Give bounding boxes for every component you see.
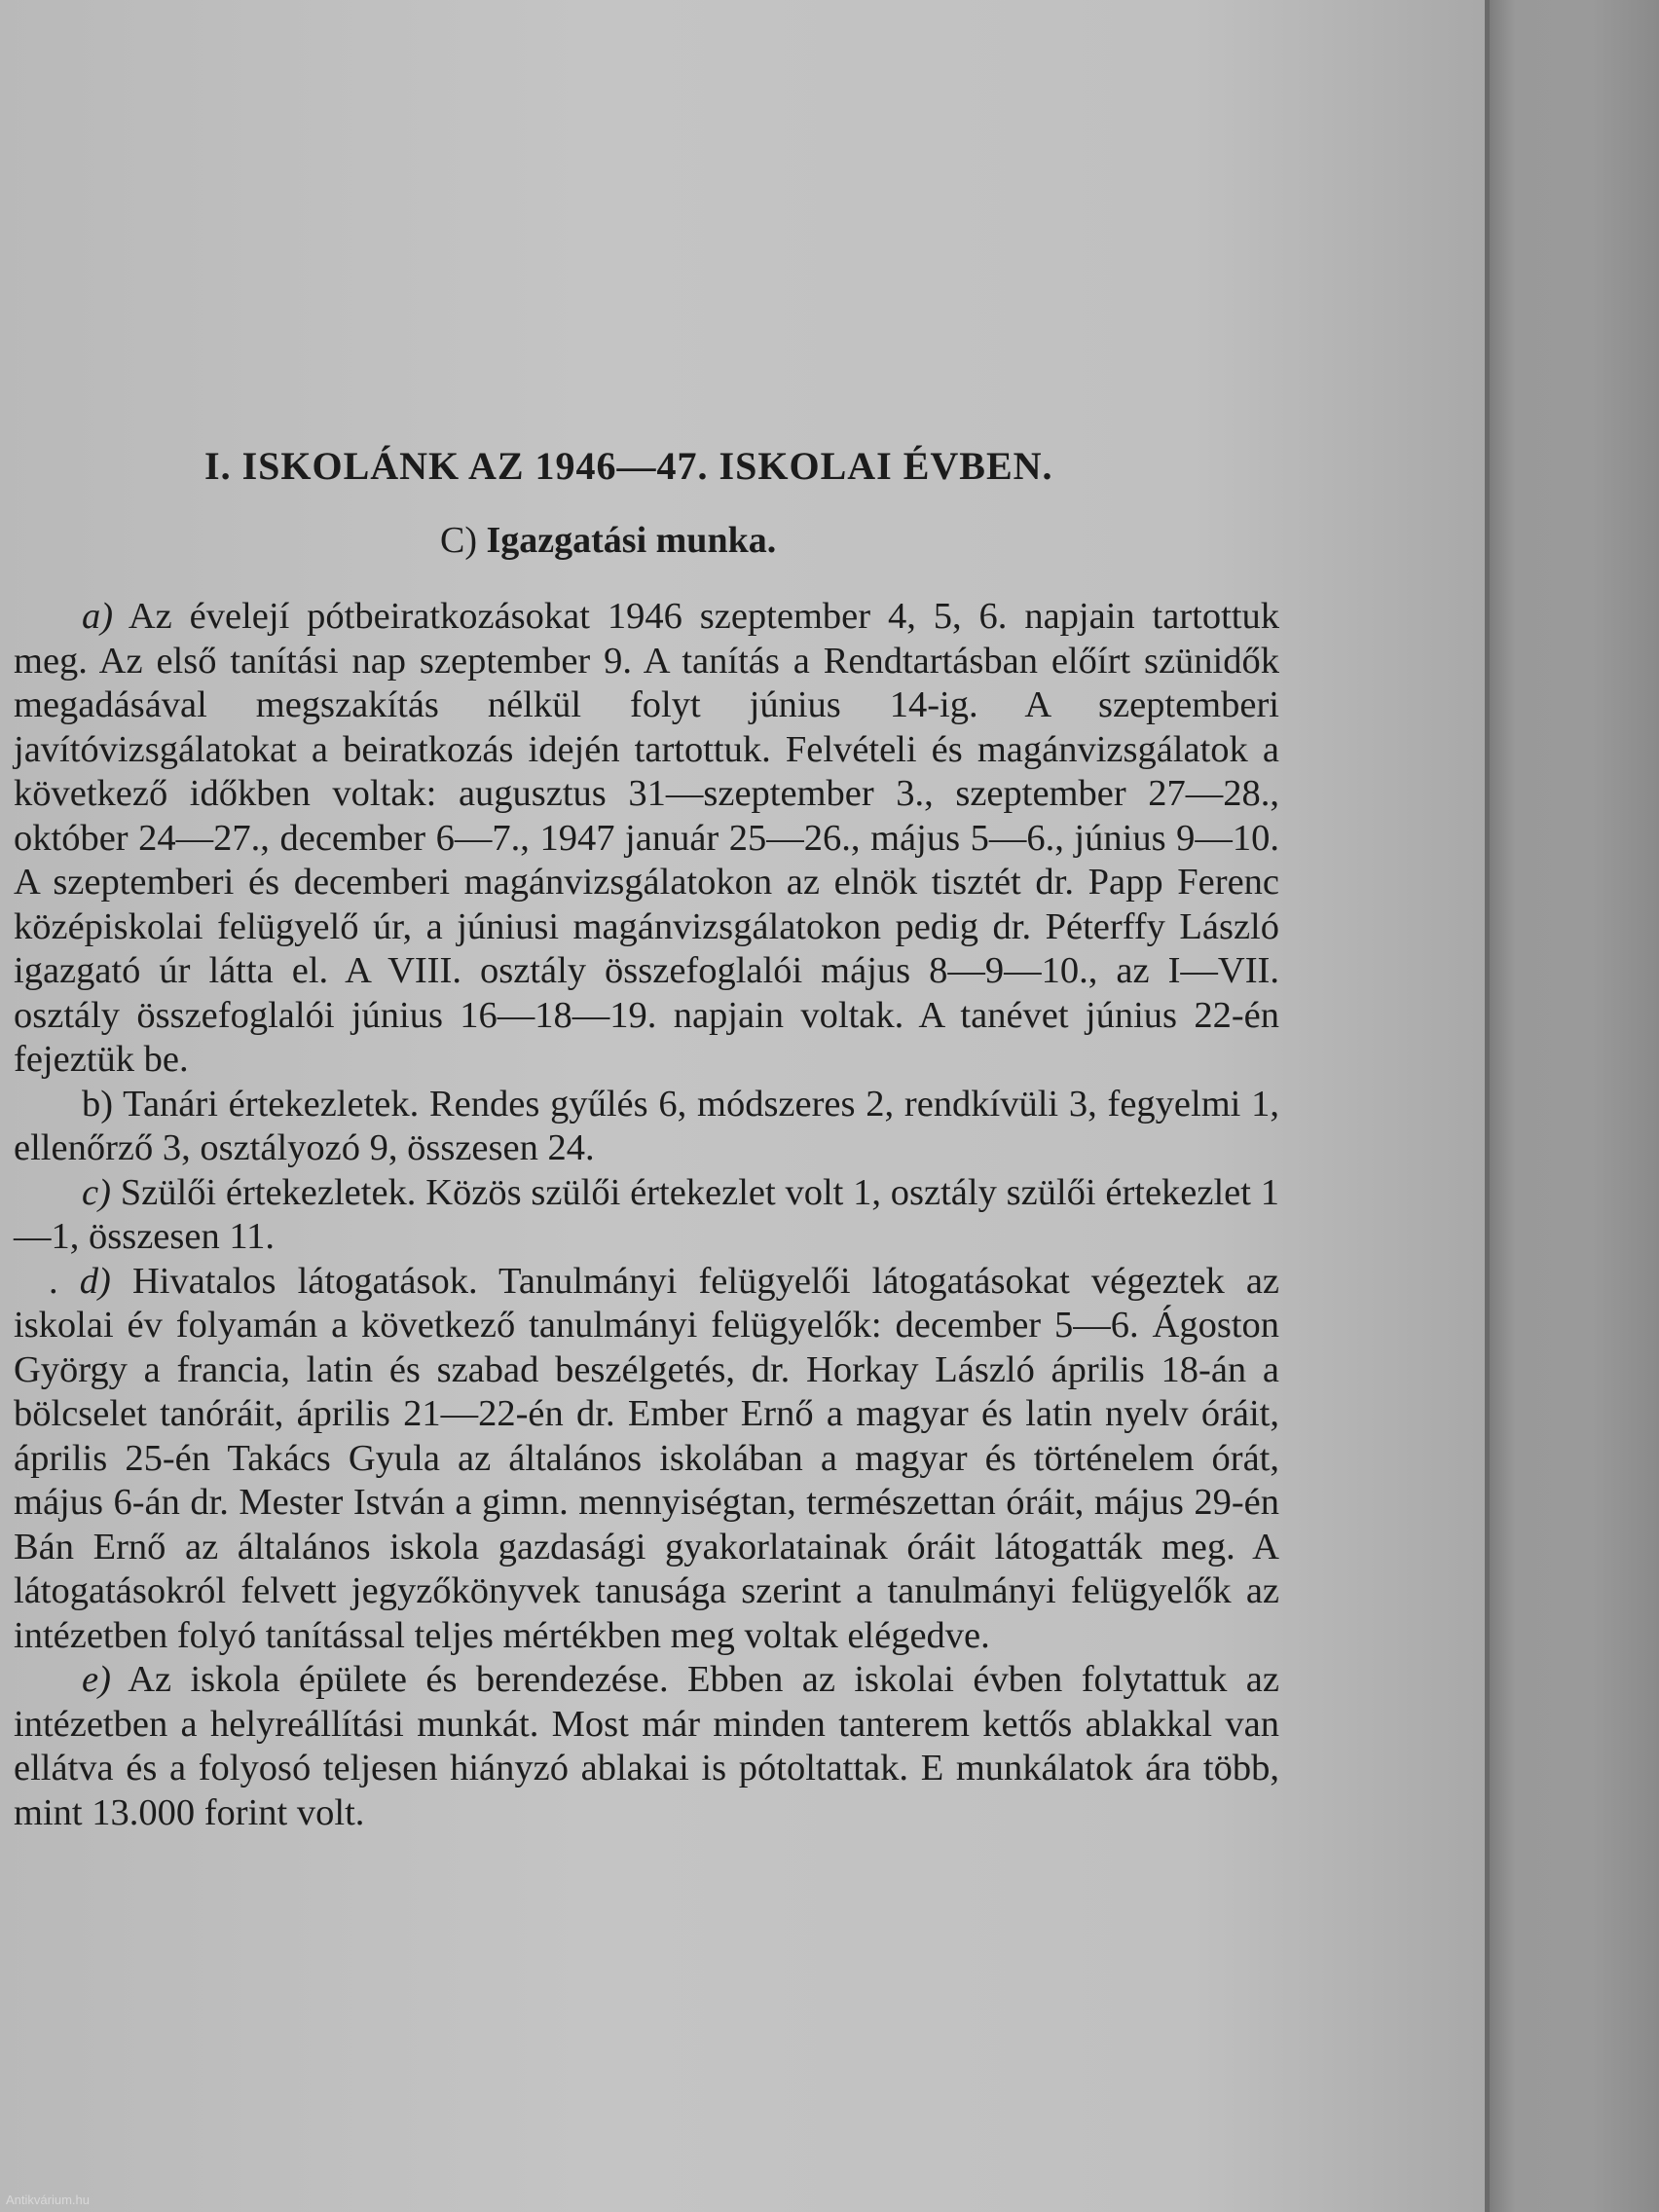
watermark: Antikvárium.hu [6, 2193, 90, 2207]
paragraph-e-marker: e) [82, 1659, 111, 1700]
paragraph-b [14, 1083, 1279, 1171]
subsection-heading [440, 519, 1279, 595]
paragraph-c-marker: c) [82, 1171, 111, 1213]
paragraph-d-lead: . [49, 1260, 80, 1302]
paragraph-c [14, 1171, 1279, 1260]
paragraph-e-text: Az iskola épülete és berendezése. Ebben az iskolai évben folytattuk az intézetben a helyreállítási munkát. Most már minden tanterem kettős ablakkal van ellátva és a folyosó teljesen hiányzó ablakai is pótoltattak. E munkálatok ára több, mint 13.000 forint volt. [14, 1659, 1279, 1833]
paragraph-d-text: Hivatalos látogatások. Tanulmányi felügyelői látogatásokat végeztek az iskolai év folyamán a következő tanulmányi felügyelők: december 5—6. Ágoston György a francia, latin és szabad beszélgetés, dr. Horkay László április 18-án a bölcselet tanóráit, április 21—22-én dr. Ember Ernő a magyar és latin nyelv óráit, április 25-én Takács Gyula az általános iskolában a magyar és történelem órát, május 6-án dr. Mester István a gimn. mennyiségtan, természettan óráit, május 29-én Bán Ernő az általános iskola gazdasági gyakorlatainak óráit látogatták meg. A látogatásokról felvett jegyzőkönyvek tanusága szerint a tanulmányi felügyelők az intézetben folyó tanítással teljes mértékben meg voltak elégedve. [14, 1260, 1279, 1656]
paragraph-a [14, 595, 1279, 1083]
paragraph-e [14, 1658, 1279, 1835]
subsection-prefix: C) [440, 520, 477, 561]
adjacent-page-edge [1490, 0, 1659, 2212]
page-content [14, 443, 1279, 1835]
section-heading: I. ISKOLÁNK AZ 1946—47. ISKOLAI ÉVBEN. [204, 444, 1053, 488]
paragraph-d-marker: d) [79, 1260, 111, 1302]
paragraph-a-text: Az évelejí pótbeiratkozásokat 1946 szeptember 4, 5, 6. napjain tartottuk meg. Az első tanítási nap szeptember 9. A tanítás a Rendtartásban előírt szünidők megadásával megszakítás nélkül folyt június 14-ig. A szeptemberi javítóvizsgálatokat a beiratkozás idején tartottuk. Felvételi és magánvizsgálatok a következő időkben voltak: augusztus 31—szeptember 3., szeptember 27—28., október 24—27., december 6—7., 1947 január 25—26., május 5—6., június 9—10. A szeptemberi és decemberi magánvizsgálatokon az elnök tisztét dr. Papp Ferenc középiskolai felügyelő úr, a júniusi magánvizsgálatokon pedig dr. Péterffy László igazgató úr látta el. A VIII. osztály összefoglalói május 8—9—10., az I—VII. osztály összefoglalói június 16—18—19. napjain voltak. A tanévet június 22-én fejeztük be. [14, 596, 1279, 1080]
paragraph-d [14, 1260, 1279, 1659]
paragraph-c-text: Szülői értekezletek. Közös szülői értekezlet volt 1, osztály szülői értekezlet 1—1, összesen 11. [14, 1171, 1279, 1257]
subsection-title: Igazgatási munka. [486, 520, 777, 561]
paragraph-b-marker: b) [82, 1083, 114, 1124]
paragraph-b-text: Tanári értekezletek. Rendes gyűlés 6, módszeres 2, rendkívüli 3, fegyelmi 1, ellenőrző 3, osztályozó 9, összesen 24. [14, 1083, 1279, 1168]
paragraph-a-marker: a) [82, 596, 114, 637]
